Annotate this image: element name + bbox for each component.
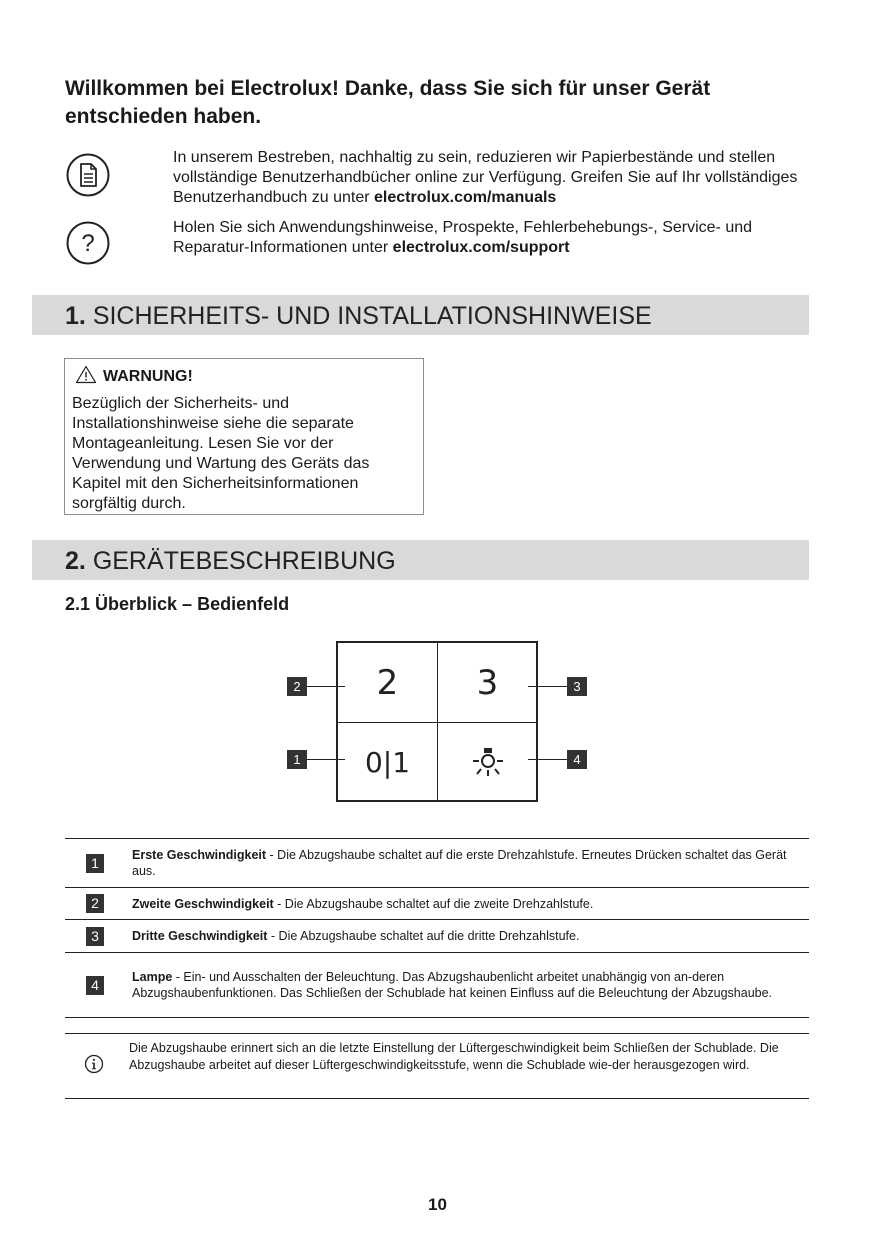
legend-number: 1 [86, 854, 104, 873]
legend-desc: - Die Abzugshaube schaltet auf die zweite Drehzahlstufe. [273, 896, 594, 911]
warning-heading: WARNUNG! [103, 368, 193, 385]
page-number: 10 [428, 1195, 447, 1214]
legend-number: 4 [86, 976, 104, 995]
section-1-number: 1. [65, 302, 86, 330]
legend-term: Lampe [132, 970, 173, 984]
control-panel [336, 641, 538, 802]
section-2-number: 2. [65, 547, 86, 575]
speed-3-key[interactable]: 3 [476, 662, 499, 703]
callout-3-line [528, 686, 567, 687]
section-1-header [32, 295, 809, 335]
callout-3: 3 [567, 677, 587, 696]
welcome-title: Willkommen bei Electrolux! Danke, dass Sie sich für unser Gerät entschieden haben. [65, 77, 711, 128]
table-row [65, 888, 809, 920]
note-divider-bottom [65, 1098, 809, 1099]
legend-term: Dritte Geschwindigkeit [132, 929, 268, 943]
warning-body: Bezüglich der Sicherheits- und Installationshinweise siehe die separate Montageanleitung. Lesen Sie vor der Verwendung und Wartung des Geräts das Kapitel mit den Sicherheitsinformationen sorgfältig durch. [72, 395, 370, 512]
callout-1-line [307, 759, 345, 760]
document-icon [66, 153, 110, 197]
legend-table [65, 838, 809, 1018]
speed-2-key[interactable]: 2 [376, 662, 399, 703]
callout-4-line [528, 759, 567, 760]
table-row [65, 839, 809, 888]
lamp-key[interactable] [438, 723, 537, 802]
warning-box [64, 358, 424, 515]
question-icon [66, 221, 110, 265]
legend-number: 3 [86, 927, 104, 946]
callout-2: 2 [287, 677, 307, 696]
manuals-link[interactable]: electrolux.com/manuals [374, 189, 557, 206]
legend-number: 2 [86, 894, 104, 913]
warning-icon [75, 365, 97, 389]
lamp-icon [468, 745, 508, 781]
svg-text:?: ? [81, 230, 95, 257]
info-icon [84, 1054, 104, 1074]
legend-desc: - Ein- und Ausschalten der Beleuchtung. Das Abzugshaubenlicht arbeitet unabhängig von an-deren Abzugshaubenfunktionen. Das Schließen der Schublade hat keinen Einfluss auf die Beleuchtung der Abzugshaube. [132, 970, 773, 1000]
section-2-header [32, 540, 809, 580]
legend-desc: - Die Abzugshaube schaltet auf die dritte Drehzahlstufe. [267, 929, 580, 943]
legend-term: Zweite Geschwindigkeit [132, 896, 274, 911]
callout-1: 1 [287, 750, 307, 769]
intro-manuals-text: In unserem Bestreben, nachhaltig zu sein, reduzieren wir Papierbestände und stellen vollständige Benutzerhandbücher online zur Verfügung. Greifen Sie auf Ihr vollständiges Benutzerhandbuch zu unter electrolux.com/manuals [173, 149, 798, 206]
section-1-title: SICHERHEITS- UND INSTALLATIONSHINWEISE [92, 302, 652, 330]
callout-4: 4 [567, 750, 587, 769]
power-key[interactable]: 0|1 [364, 746, 411, 779]
legend-term: Erste Geschwindigkeit [132, 848, 267, 862]
intro-support-text: Holen Sie sich Anwendungshinweise, Prospekte, Fehlerbehebungs-, Service- und Reparatur-Informationen unter electrolux.com/support [173, 219, 753, 256]
table-row [65, 920, 809, 953]
section-2-title: GERÄTEBESCHREIBUNG [92, 547, 396, 575]
subsection-title: 2.1 Überblick – Bedienfeld [65, 594, 290, 614]
note-divider-top [65, 1033, 809, 1034]
note-text: Die Abzugshaube erinnert sich an die letzte Einstellung der Lüftergeschwindigkeit beim Schließen der Schublade. Die Abzugshaube arbeitet auf dieser Lüftergeschwindigkeitsstufe, wenn die Schublade wie-der herausgezogen wird. [129, 1041, 779, 1072]
callout-2-line [307, 686, 345, 687]
legend-desc: - Die Abzugshaube schaltet auf die erste Drehzahlstufe. Erneutes Drücken schaltet das Gerät aus. [132, 848, 787, 878]
support-link[interactable]: electrolux.com/support [392, 239, 570, 256]
table-row [65, 953, 809, 1018]
